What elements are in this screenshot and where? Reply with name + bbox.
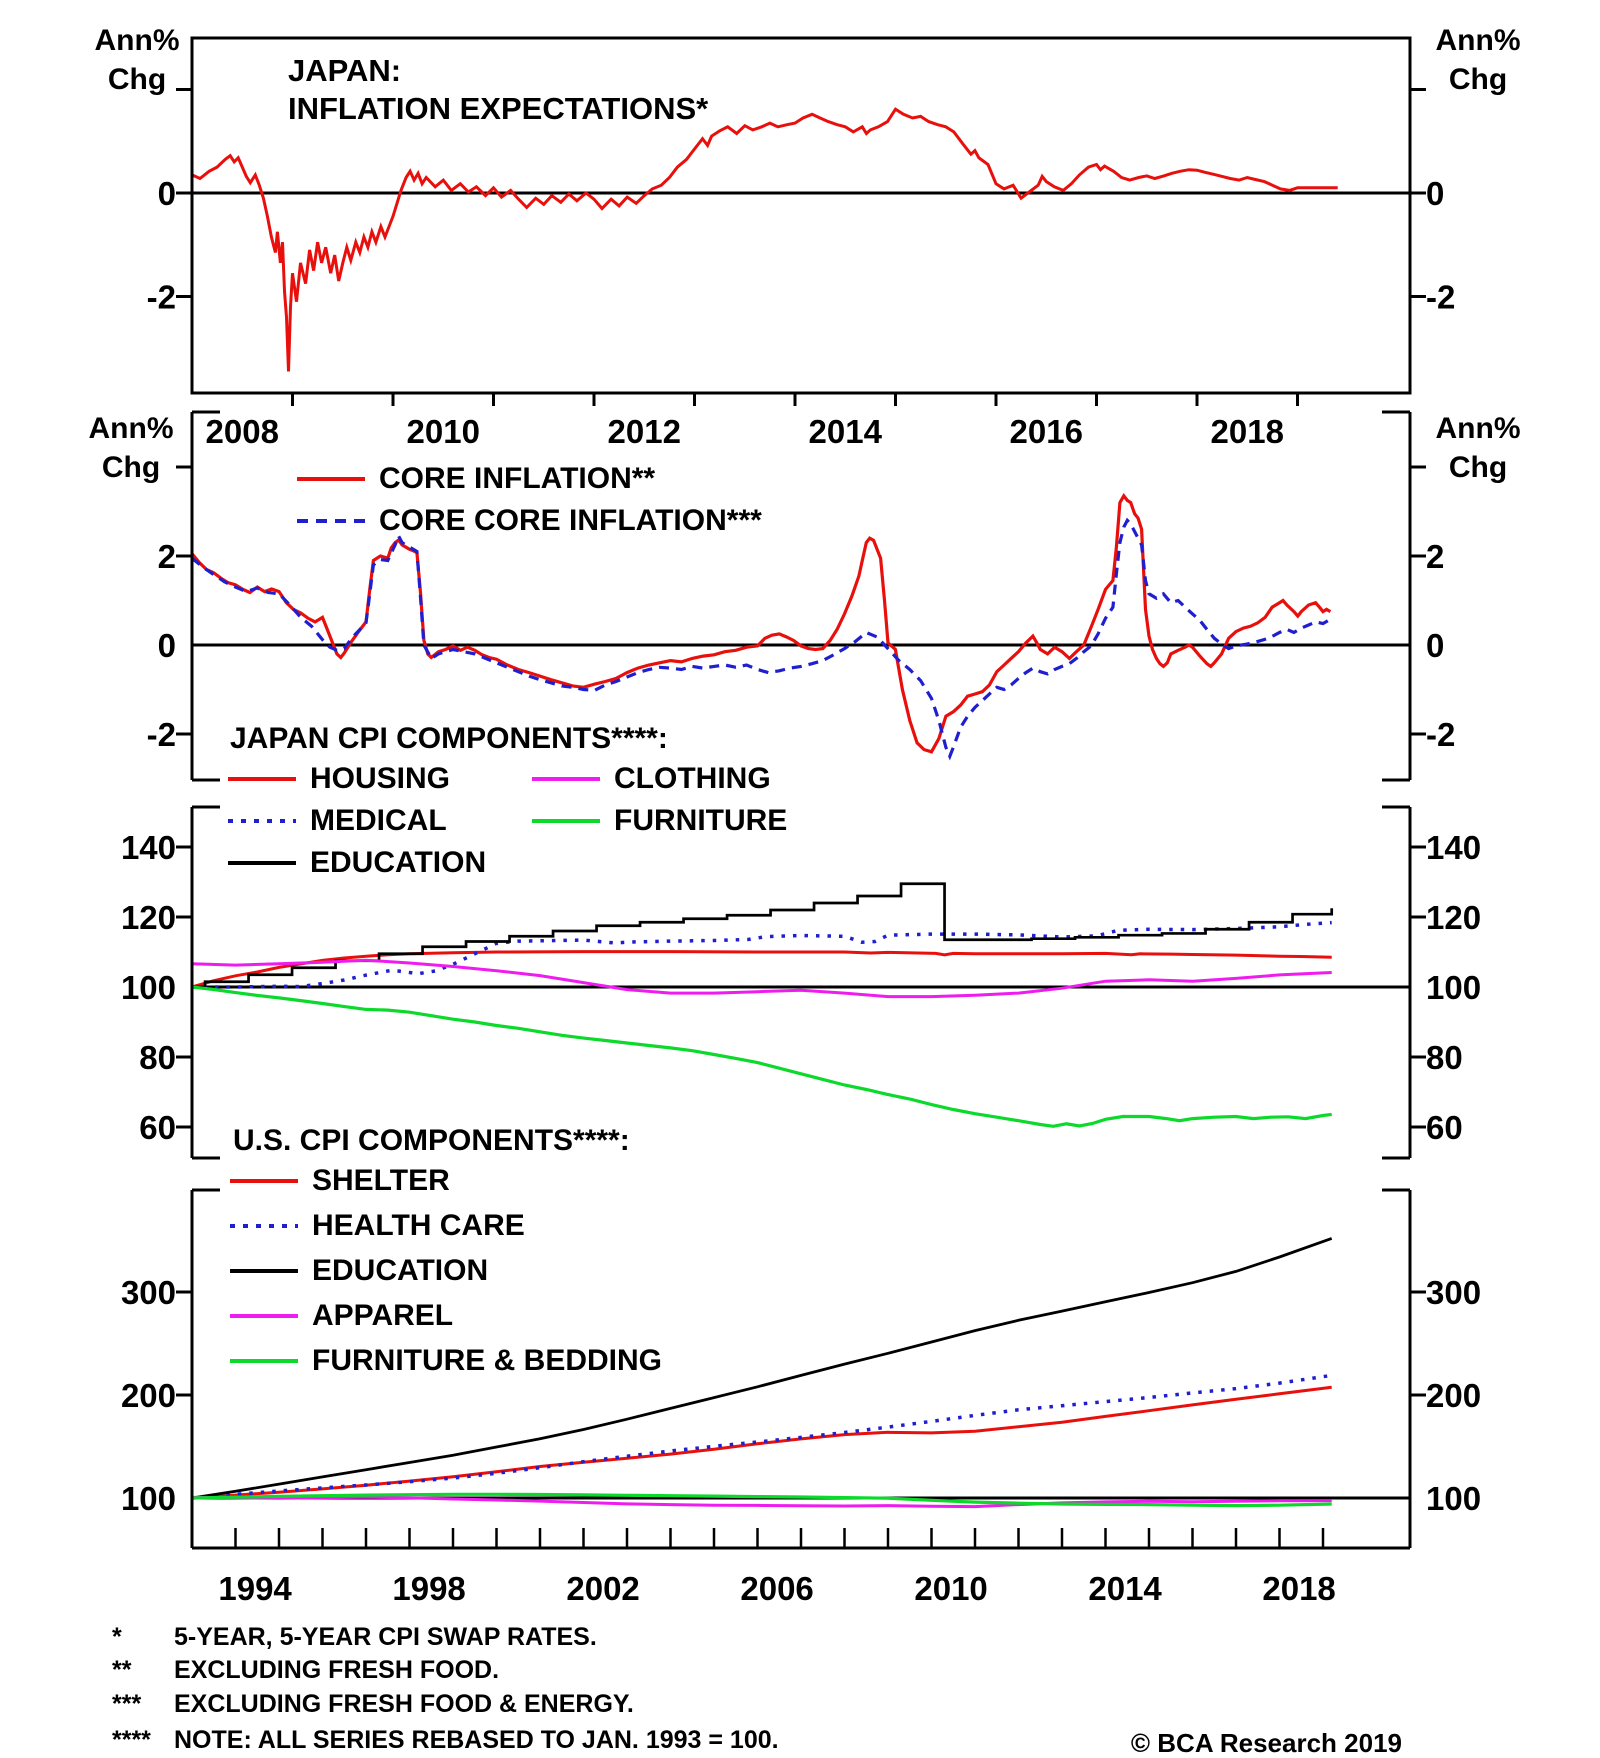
housing-swatch — [228, 777, 296, 781]
clothing-label: CLOTHING — [614, 762, 771, 795]
footnote-3-text: EXCLUDING FRESH FOOD & ENERGY. — [174, 1690, 634, 1718]
y-label-right: 300 — [1426, 1274, 1482, 1311]
education-us-swatch — [230, 1269, 298, 1273]
y-label-right: 120 — [1426, 899, 1482, 936]
core-core-inflation-label: CORE CORE INFLATION*** — [379, 504, 762, 537]
copyright: © BCA Research 2019 — [1130, 1728, 1402, 1758]
footnote-3 — [112, 1690, 634, 1719]
series-inflation-expectations — [192, 109, 1338, 371]
unit-chg: Chg — [107, 63, 167, 96]
y-label-right: -2 — [1426, 716, 1456, 753]
y-label-right: 140 — [1426, 829, 1482, 866]
core-inflation-swatch — [297, 477, 365, 481]
x-year-label: 2002 — [566, 1570, 640, 1607]
y-label-left: 200 — [120, 1377, 176, 1414]
medical-label: MEDICAL — [310, 804, 447, 837]
us-cpi-legend-title: U.S. CPI COMPONENTS****: — [233, 1124, 630, 1157]
unit-label-p1-right — [1423, 21, 1533, 99]
shelter-label: SHELTER — [312, 1164, 450, 1197]
legend-apparel — [230, 1299, 453, 1333]
y-label-right: 0 — [1426, 175, 1445, 212]
series-clothing — [192, 960, 1332, 996]
unit-label-p2-left — [76, 409, 186, 487]
series-health-care — [192, 1375, 1332, 1498]
series-housing — [192, 952, 1332, 987]
legend-education-jp — [228, 846, 486, 880]
y-label-left: 2 — [157, 538, 176, 575]
unit-ann: Ann% — [94, 24, 180, 57]
footnote-2 — [112, 1656, 499, 1685]
furniture-jp-swatch — [532, 819, 600, 823]
y-label-left: -2 — [146, 278, 176, 316]
y-label-left: 300 — [120, 1274, 176, 1311]
unit-label-p1-left — [82, 21, 192, 99]
x-year-label: 2018 — [1262, 1570, 1336, 1607]
footnote-2-marker: ** — [112, 1656, 132, 1684]
y-label-right: 80 — [1426, 1039, 1463, 1076]
footnote-4-text: NOTE: ALL SERIES REBASED TO JAN. 1993 = 100. — [174, 1726, 779, 1754]
x-year-label: 2018 — [1210, 413, 1284, 450]
footnote-1-marker: * — [112, 1623, 122, 1651]
apparel-label: APPAREL — [312, 1299, 454, 1332]
y-label-left: 140 — [120, 829, 176, 866]
core-inflation-label: CORE INFLATION** — [379, 462, 656, 495]
health-care-label: HEALTH CARE — [312, 1209, 525, 1242]
x-year-label: 2010 — [914, 1570, 988, 1607]
education-us-label: EDUCATION — [312, 1254, 489, 1287]
legend-health-care — [230, 1209, 525, 1243]
y-label-left: 0 — [157, 627, 176, 664]
panel1-title-line1: JAPAN: — [288, 53, 402, 88]
y-label-left: 100 — [120, 1480, 176, 1517]
medical-swatch — [228, 819, 296, 823]
core-core-inflation-swatch — [297, 519, 365, 523]
y-label-right: 2 — [1426, 538, 1445, 575]
series-education — [192, 884, 1332, 987]
furniture-jp-label: FURNITURE — [614, 804, 788, 837]
series-shelter — [192, 1387, 1332, 1498]
legend-core-core-inflation — [297, 504, 762, 538]
y-label-left: -2 — [146, 716, 176, 753]
y-label-right: 0 — [1426, 627, 1445, 664]
furniture-bedding-swatch — [230, 1359, 298, 1363]
panel-us-cpi-components — [121, 1190, 1481, 1607]
footnote-3-marker: *** — [112, 1690, 142, 1718]
x-year-label: 2010 — [406, 413, 480, 450]
x-year-label: 2006 — [740, 1570, 814, 1607]
shelter-swatch — [230, 1179, 298, 1183]
apparel-swatch — [230, 1314, 298, 1318]
unit-label-p2-right — [1423, 409, 1533, 487]
series-furniture — [192, 987, 1332, 1126]
y-label-left: 0 — [157, 175, 176, 212]
y-label-right: 60 — [1426, 1109, 1463, 1146]
x-year-label: 2014 — [1088, 1570, 1162, 1607]
y-label-right: 100 — [1426, 969, 1482, 1006]
clothing-swatch — [532, 777, 600, 781]
footnote-1-text: 5-YEAR, 5-YEAR CPI SWAP RATES. — [174, 1623, 597, 1651]
legend-shelter — [230, 1164, 450, 1198]
legend-furniture-jp — [532, 804, 787, 838]
y-label-right: -2 — [1426, 278, 1456, 316]
x-year-label: 2012 — [607, 413, 681, 450]
japan-cpi-legend-title: JAPAN CPI COMPONENTS****: — [230, 722, 668, 755]
y-label-left: 60 — [139, 1109, 176, 1146]
furniture-bedding-label: FURNITURE & BEDDING — [312, 1344, 662, 1377]
series-core-core-inflation — [192, 520, 1330, 756]
y-label-right: 200 — [1426, 1377, 1482, 1414]
education-jp-swatch — [228, 861, 296, 865]
x-year-label: 1998 — [392, 1570, 466, 1607]
y-label-right: 100 — [1426, 1480, 1482, 1517]
panel1-title-line2: INFLATION EXPECTATIONS* — [288, 91, 709, 126]
footnote-4-marker: **** — [112, 1726, 151, 1754]
footnote-1 — [112, 1623, 597, 1652]
x-year-label: 2008 — [205, 413, 279, 450]
x-year-label: 1994 — [218, 1570, 292, 1607]
footnote-4 — [112, 1726, 779, 1755]
y-label-left: 120 — [120, 899, 176, 936]
unit-ann: Ann% — [1435, 412, 1521, 445]
legend-furniture-bedding — [230, 1344, 662, 1378]
unit-ann: Ann% — [88, 412, 174, 445]
unit-ann: Ann% — [1435, 24, 1521, 57]
health-care-swatch — [230, 1224, 298, 1228]
legend-housing — [228, 762, 450, 796]
unit-chg: Chg — [101, 451, 161, 484]
unit-chg: Chg — [1448, 451, 1508, 484]
x-year-label: 2016 — [1009, 413, 1083, 450]
legend-clothing — [532, 762, 771, 796]
panel1-title — [288, 52, 708, 128]
legend-education-us — [230, 1254, 488, 1288]
footnote-2-text: EXCLUDING FRESH FOOD. — [174, 1656, 500, 1684]
education-jp-label: EDUCATION — [310, 846, 487, 879]
y-label-left: 100 — [120, 969, 176, 1006]
legend-medical — [228, 804, 447, 838]
housing-label: HOUSING — [310, 762, 451, 795]
x-year-label: 2014 — [808, 413, 882, 450]
unit-chg: Chg — [1448, 63, 1508, 96]
legend-core-inflation — [297, 462, 655, 496]
y-label-left: 80 — [139, 1039, 176, 1076]
